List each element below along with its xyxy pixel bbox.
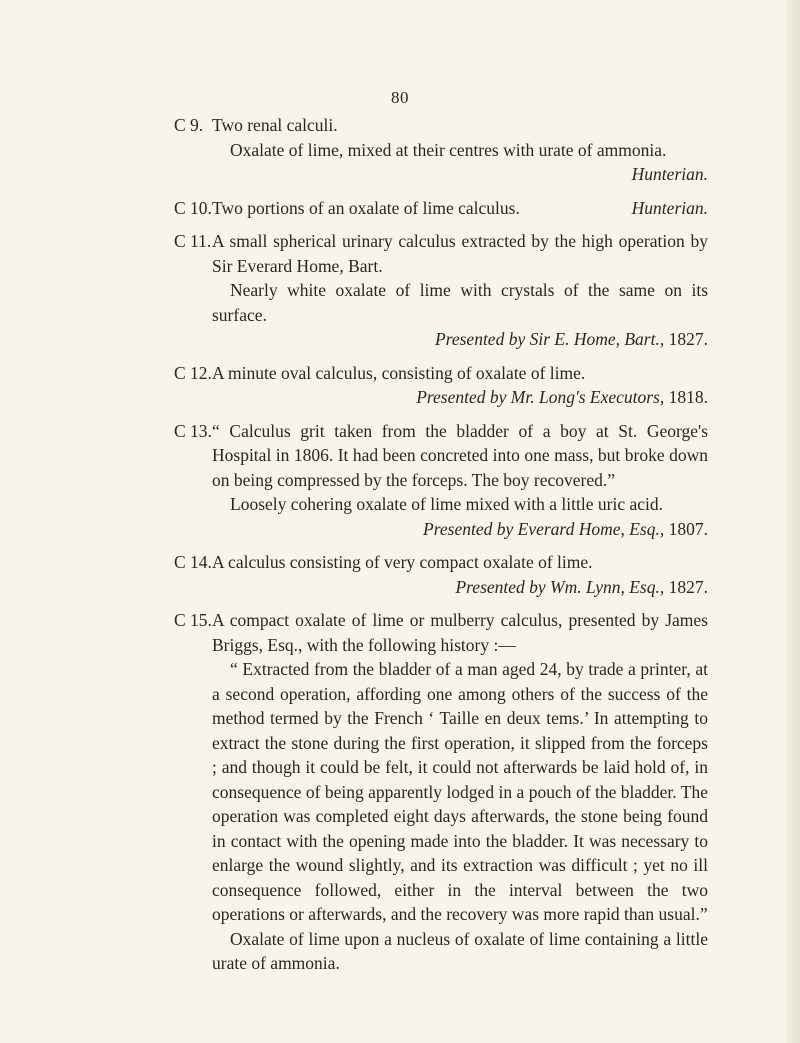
entry-heading [174,229,708,278]
donation-year: 1818. [668,387,708,407]
donation-year: 1807. [668,518,708,539]
catalogue-entry-c12 [174,361,708,410]
entry-title: A compact oxalate of lime or mulberry calculus, presented by James Briggs, Esq., with the following history :— [212,610,708,655]
page-number: 80 [391,88,409,107]
entry-attribution: Hunterian. [631,164,708,184]
entry-attribution: Hunterian. [631,197,708,218]
donation-year: 1827. [668,329,708,349]
entry-heading [174,608,708,657]
donor: Presented by Everard Home, Esq., [423,518,665,539]
donor: Presented by Mr. Long's Executors, [416,387,665,407]
catalogue-entry-c13 [174,419,708,542]
entry-title: Two renal calculi. [212,115,338,135]
catalogue-entries [174,113,708,985]
entry-id: C 12. [174,362,212,383]
entry-id: C 10. [174,197,212,218]
catalogue-entry-c15 [174,608,708,976]
catalogue-entry-c14 [174,550,708,599]
entry-history-quote: “ Extracted from the bladder of a man aged 24, by trade a printer, at a second operation, affording one among others of the success of the method termed by the French ‘ Taille en deux tems.’ In attempting to extract the stone during the first operation, it slipped from the forceps ; and though it could be felt, it could not afterwards be laid hold of, in consequence of being apparently lodged in a pouch of the bladder. The operation was completed eight days afterwards, the stone being found in contact with the opening made into the bladder. It was necessary to enlarge the wound slightly, and its extraction was difficult ; yet no ill consequence followed, either in the interval between the two operations or afterwards, and the recovery was more rapid than usual.” [212,659,708,924]
page-edge [786,0,800,1043]
entry-heading [174,361,708,386]
entry-id: C 14. [174,552,212,572]
donor: Presented by Sir E. Home, Bart., [435,329,665,349]
entry-title: A small spherical urinary calculus extracted by the high operation by Sir Everard Home, Bart. [212,231,708,276]
entry-title: A calculus consisting of very compact oxalate of lime. [212,552,593,572]
entry-attribution [174,327,708,352]
entry-id: C 11. [174,231,212,251]
entry-id: C 9. [174,115,204,135]
entry-attribution [174,385,708,410]
entry-id: C 15. [174,610,212,630]
entry-heading [174,113,708,138]
entry-attribution [174,517,708,542]
entry-heading [174,419,708,493]
catalogue-entry-c10 [174,196,708,221]
entry-description: Loosely cohering oxalate of lime mixed with a little uric acid. [230,494,663,514]
entry-description: Nearly white oxalate of lime with crystals of the same on its surface. [212,280,708,325]
entry-title: Two portions of an oxalate of lime calculus. [212,197,520,218]
entry-description: Oxalate of lime, mixed at their centres with urate of ammonia. [230,139,667,160]
catalogue-entry-c9 [174,113,708,187]
entry-title: A minute oval calculus, consisting of oxalate of lime. [212,362,586,383]
catalogue-entry-c11 [174,229,708,352]
entry-id: C 13. [174,420,212,441]
entry-heading [174,196,708,221]
entry-attribution [174,575,708,600]
entry-title: “ Calculus grit taken from the bladder of a boy at St. George's Hospital in 1806. It had been concreted into one mass, but broke down on being compressed by the forceps. The boy recovered.” [212,420,708,490]
entry-heading [174,550,708,575]
donor: Presented by Wm. Lynn, Esq., [455,576,665,597]
entry-description: Oxalate of lime upon a nucleus of oxalate of lime containing a little urate of ammonia. [212,928,708,973]
donation-year: 1827. [668,576,708,597]
